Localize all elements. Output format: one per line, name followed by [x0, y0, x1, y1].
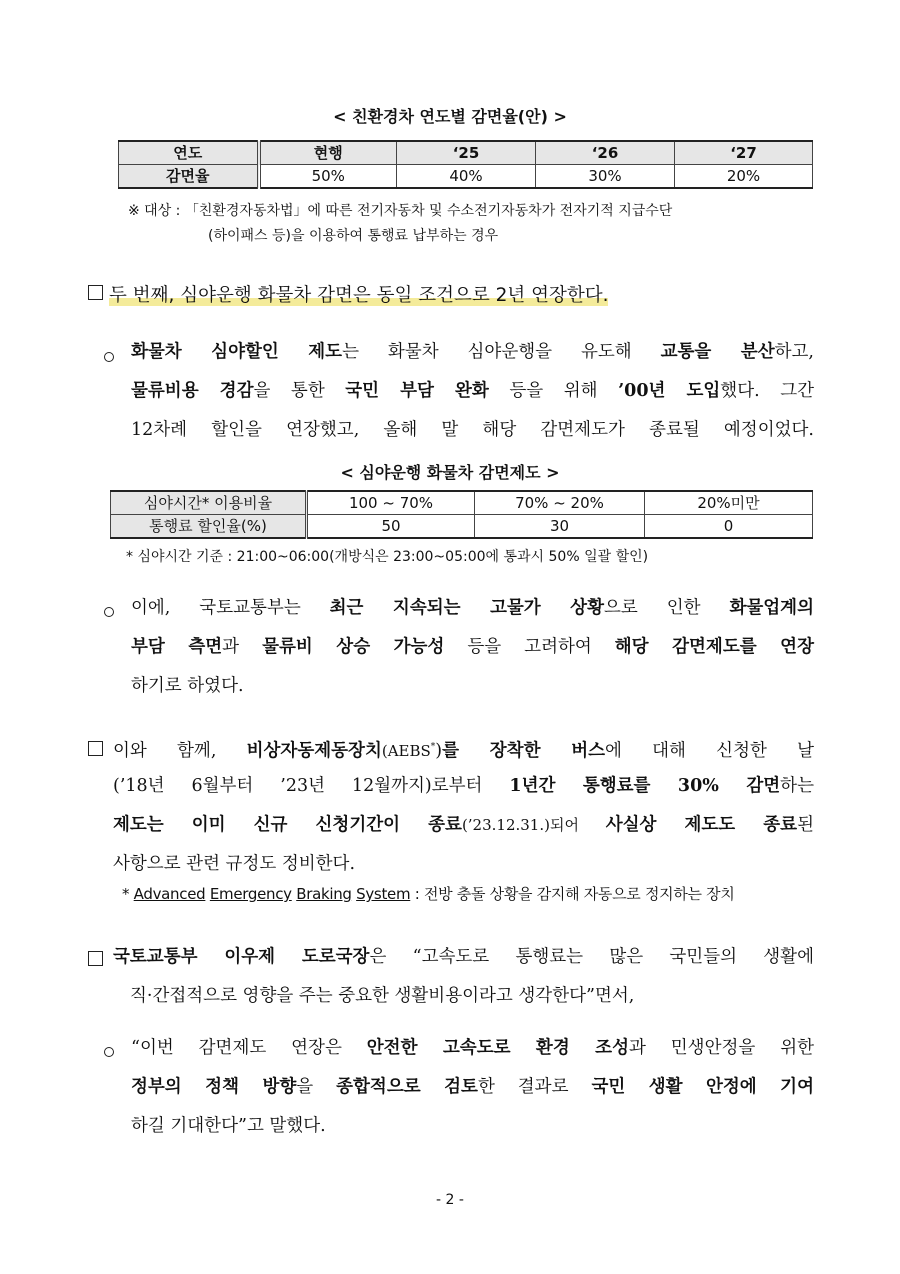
table-cell: 30	[475, 515, 645, 539]
emph-text: 제도는 이미 신규 신청기간이 종료	[113, 815, 462, 835]
eco-vehicle-discount-table	[118, 140, 813, 189]
emph-text: 물류비 상승 가능성	[262, 637, 445, 657]
emph-text: 안전한 고속도로 환경 조성	[366, 1038, 629, 1058]
body-text: “이번 감면제도 연장은	[131, 1038, 367, 1058]
footnote-star: *	[122, 885, 130, 903]
paragraph-line	[131, 628, 814, 667]
body-text: 하고,	[774, 342, 814, 362]
emph-text: 1년간 통행료를 30% 감면	[509, 776, 781, 796]
table-cell: 30%	[536, 165, 675, 189]
emph-text: 부담 측면	[131, 637, 223, 657]
emph-text: 국민 생활 안정에 기여	[591, 1077, 814, 1097]
footnote-word: System	[356, 885, 411, 903]
body-text: (’18년 6월부터 ’23년 12월까지)로부터	[113, 776, 510, 796]
body-text: 을 통한	[253, 381, 346, 401]
table2-title: < 심야운행 화물차 감면제도 >	[340, 463, 560, 482]
paragraph-line	[131, 372, 814, 411]
circle-bullet-icon	[104, 1047, 114, 1057]
body-text: (AEBS	[381, 741, 431, 760]
table-cell: 20%	[675, 165, 813, 189]
emph-text: 화물차 심야할인 제도	[131, 342, 343, 362]
footnote-text: : 전방 충돌 상황을 감지해 자동으로 정지하는 장치	[414, 885, 735, 903]
circle-bullet-icon	[104, 607, 114, 617]
table-row	[111, 515, 813, 539]
body-text: 된	[797, 815, 814, 835]
paragraph-line: 직·간접적으로 영향을 주는 중요한 생활비용이라고 생각한다”면서,	[130, 986, 635, 1006]
body-text: 한 결과로	[477, 1077, 592, 1097]
paragraph-line	[113, 806, 814, 845]
emph-text: 사실상 제도도 종료	[605, 815, 798, 835]
emph-text: 정부의 정책 방향	[131, 1077, 297, 1097]
table-header-cell: 20%미만	[645, 491, 813, 515]
table2-note: * 심야시간 기준 : 21:00~06:00(개방식은 23:00~05:00에 통과시 50% 일괄 할인)	[126, 549, 649, 565]
paragraph-line	[131, 1029, 814, 1068]
emph-text: 화물업계의	[729, 598, 814, 618]
table-header-cell: ‘27	[675, 141, 813, 165]
body-text: 하는	[780, 776, 814, 796]
section-heading-text: 두 번째, 심야운행 화물차 감면은 동일 조건으로 2년 연장한다.	[109, 285, 609, 306]
body-text: 등을 고려하여	[444, 637, 615, 657]
paragraph-line	[113, 767, 814, 806]
checkbox-bullet-icon	[88, 951, 103, 966]
footnote-word: Braking	[296, 885, 352, 903]
emph-text: 비상자동제동장치	[246, 740, 382, 761]
aebs-footnote	[122, 882, 735, 906]
emph-text: 물류비용 경감	[131, 381, 254, 401]
paragraph-line	[131, 1068, 814, 1107]
table-cell: 50	[307, 515, 475, 539]
body-text: 등을 위해	[488, 381, 619, 401]
footnote-word: Advanced	[133, 885, 206, 903]
paragraph-line	[131, 589, 814, 628]
paragraph-line: 하길 기대한다”고 말했다.	[131, 1116, 326, 1136]
row-label: 감면율	[119, 165, 259, 189]
paragraph-line: 사항으로 관련 규정도 정비한다.	[113, 854, 356, 874]
table1-title: < 친환경차 연도별 감면율(안) >	[333, 107, 567, 126]
body-text: 는 화물차 심야운행을 유도해	[342, 342, 661, 362]
paragraph-line	[113, 728, 814, 771]
body-text: 에 대해 신청한 날	[605, 740, 814, 761]
table-cell: 0	[645, 515, 813, 539]
body-text: 은 “고속도로 통행료는 많은 국민들의 생활에	[369, 947, 814, 967]
table-header-cell: 70% ~ 20%	[475, 491, 645, 515]
circle-bullet-icon	[104, 352, 114, 362]
footnote-word: Emergency	[209, 885, 292, 903]
section-heading	[88, 281, 768, 311]
table-row	[119, 165, 813, 189]
body-text: 이에, 국토교통부는	[131, 598, 330, 618]
table-header-cell: 현행	[259, 141, 397, 165]
table1-note-line2: (하이패스 등)을 이용하여 통행료 납부하는 경우	[208, 228, 499, 244]
table-header-cell: ‘25	[397, 141, 536, 165]
emph-text: ’00년 도입	[618, 381, 721, 401]
body-text: (’23.12.31.)되어	[461, 816, 606, 834]
emph-text: 국토교통부 이우제 도로국장	[113, 947, 370, 967]
table-header-cell: 연도	[119, 141, 259, 165]
body-text: 을	[296, 1077, 337, 1097]
table1-note-line1: ※ 대상 : 「친환경자동차법」에 따른 전기자동차 및 수소전기자동차가 전자기적 지급수단	[128, 203, 673, 219]
table-cell: 50%	[259, 165, 397, 189]
table-header-cell: 심야시간* 이용비율	[111, 491, 307, 515]
paragraph-line: 12차례 할인을 연장했고, 올해 말 해당 감면제도가 종료될 예정이었다.	[131, 420, 814, 440]
table-header-row	[111, 491, 813, 515]
table-header-cell: ‘26	[536, 141, 675, 165]
emph-text: 종합적으로 검토	[336, 1077, 478, 1097]
paragraph-line: 하기로 하였다.	[131, 676, 244, 696]
paragraph-line	[131, 333, 814, 372]
checkbox-bullet-icon	[88, 741, 103, 756]
body-text: 으로 인한	[603, 598, 730, 618]
body-text: 했다. 그간	[720, 381, 815, 401]
emph-text: 해당 감면제도를 연장	[614, 637, 814, 657]
emph-text: 최근 지속되는 고물가 상황	[329, 598, 604, 618]
checkbox-bullet-icon	[88, 285, 103, 300]
footnote-marker: *	[430, 742, 436, 752]
table-header-row	[119, 141, 813, 165]
body-text: 이와 함께,	[113, 740, 247, 761]
night-freight-discount-table	[110, 490, 813, 539]
page-number: - 2 -	[436, 1192, 464, 1208]
body-text: 과 민생안정을 위한	[628, 1038, 815, 1058]
paragraph-line	[113, 938, 814, 977]
emph-text: 국민 부담 완화	[345, 381, 489, 401]
row-label: 통행료 할인율(%)	[111, 515, 307, 539]
body-text: 과	[222, 637, 263, 657]
body-text: )	[435, 740, 443, 761]
table-header-cell: 100 ~ 70%	[307, 491, 475, 515]
emph-text: 교통을 분산	[660, 342, 775, 362]
emph-text: 를 장착한 버스	[442, 740, 606, 761]
table-cell: 40%	[397, 165, 536, 189]
